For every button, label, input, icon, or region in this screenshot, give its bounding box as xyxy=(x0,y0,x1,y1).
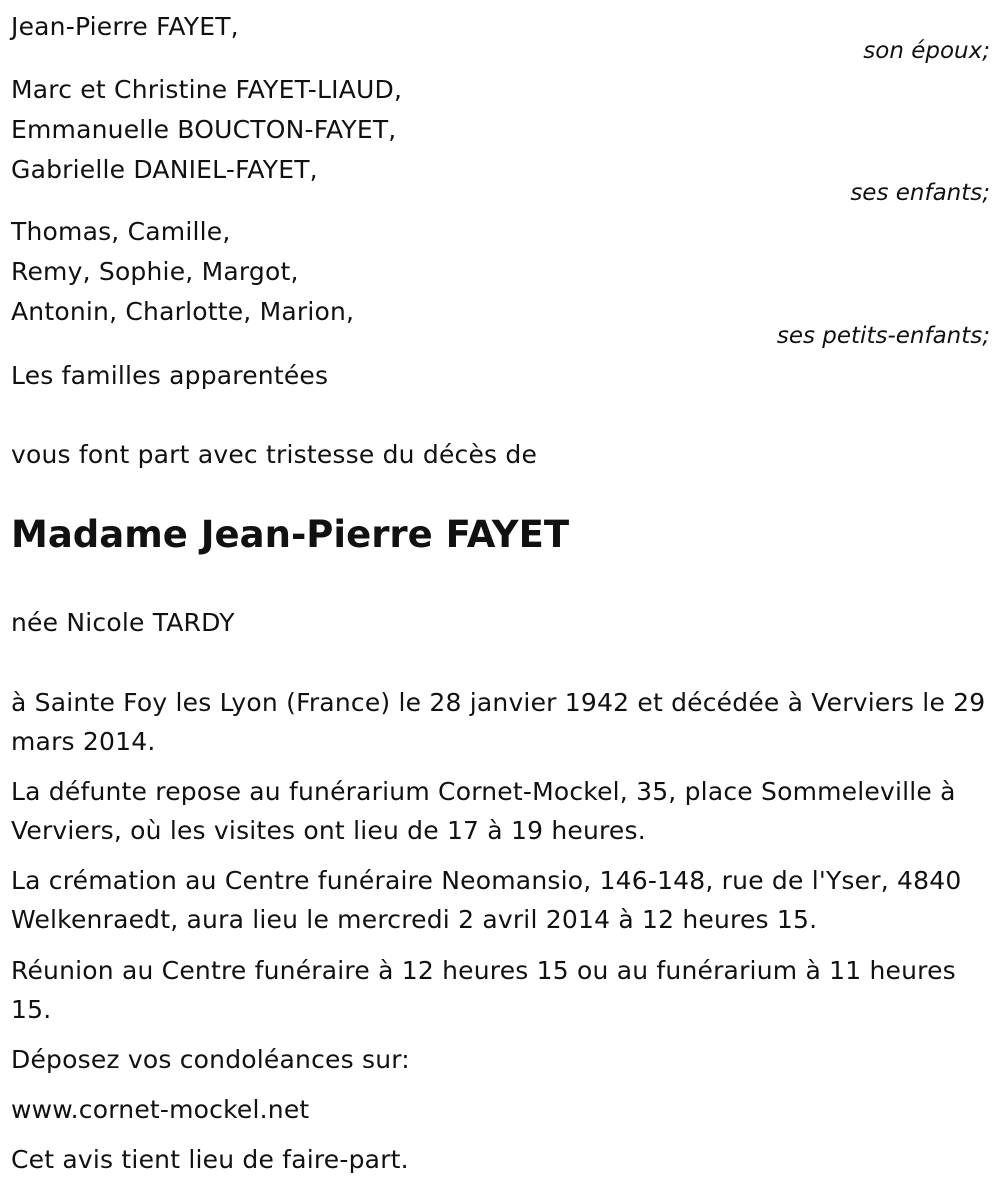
website-link[interactable]: www.cornet-mockel.net xyxy=(11,1095,310,1124)
grandchildren-role: ses petits-enfants; xyxy=(776,323,990,349)
grandchildren-names: Remy, Sophie, Margot, xyxy=(11,257,299,286)
child-name: Marc et Christine FAYET-LIAUD, xyxy=(11,75,403,104)
cremation-paragraph: La crémation au Centre funéraire Neomansio, 146-148, rue de l'Yser, 4840 Welkenraedt, aura lieu le mercredi 2 avril 2014 à 12 heures 15. xyxy=(11,866,962,934)
grandchildren-names: Antonin, Charlotte, Marion, xyxy=(11,297,355,326)
announcement-line: vous font part avec tristesse du décès de xyxy=(11,440,538,469)
spouse-role: son époux; xyxy=(863,38,990,64)
maiden-name: née Nicole TARDY xyxy=(11,608,235,637)
reunion-paragraph: Réunion au Centre funéraire à 12 heures 15 ou au funérarium à 11 heures 15. xyxy=(11,956,956,1024)
grandchildren-names: Thomas, Camille, xyxy=(11,217,231,246)
birth-death-paragraph: à Sainte Foy les Lyon (France) le 28 janvier 1942 et décédée à Verviers le 29 mars 2014. xyxy=(11,688,986,756)
families-line: Les familles apparentées xyxy=(11,361,329,390)
deceased-name: Madame Jean-Pierre FAYET xyxy=(11,513,570,556)
children-role: ses enfants; xyxy=(850,180,990,206)
condolences-line: Déposez vos condoléances sur: xyxy=(11,1045,410,1074)
closing-line: Cet avis tient lieu de faire-part. xyxy=(11,1145,409,1174)
child-name: Gabrielle DANIEL-FAYET, xyxy=(11,155,318,184)
child-name: Emmanuelle BOUCTON-FAYET, xyxy=(11,115,397,144)
repose-paragraph: La défunte repose au funérarium Cornet-Mockel, 35, place Sommeleville à Verviers, où les visites ont lieu de 17 à 19 heures. xyxy=(11,777,956,845)
spouse-name: Jean-Pierre FAYET, xyxy=(11,12,239,41)
